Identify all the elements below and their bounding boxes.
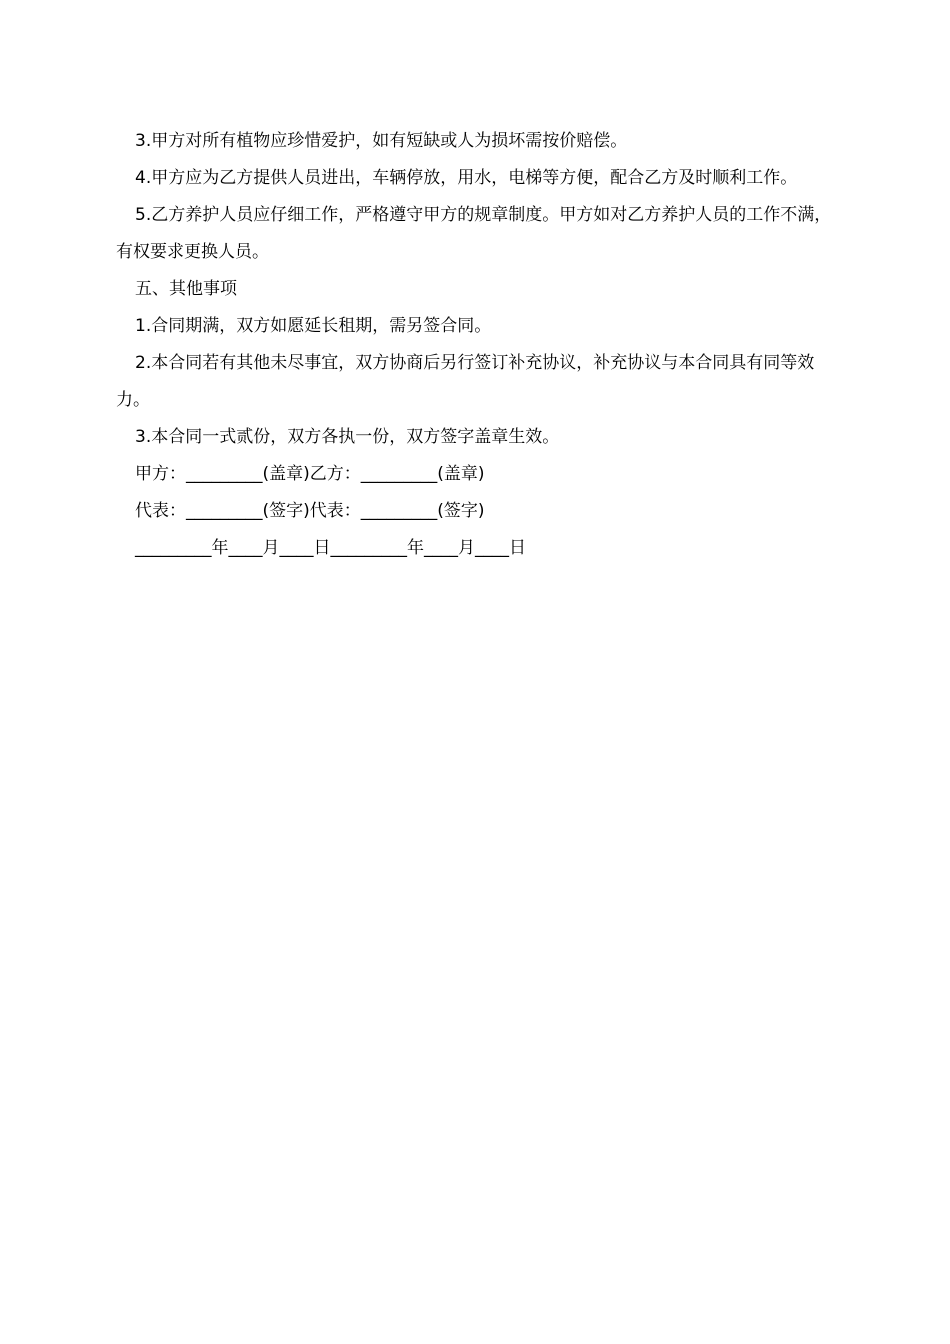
clause-4-access-support: 4.甲方应为乙方提供人员进出，车辆停放，用水，电梯等方便，配合乙方及时顺利工作。 [135, 168, 798, 188]
clause-5-staff-conduct: 5.乙方养护人员应仔细工作，严格遵守甲方的规章制度。甲方如对乙方养护人员的工作不满，有权要求更换人员。 [116, 205, 832, 262]
section-heading-other-matters: 五、其他事项 [135, 279, 237, 299]
other-clause-3-copies: 3.本合同一式贰份，双方各执一份，双方签字盖章生效。 [135, 427, 560, 447]
other-clause-1-renewal: 1.合同期满，双方如愿延长租期，需另签合同。 [135, 316, 492, 336]
signature-representative-line: 代表：_________(签字)代表：_________(签字) [135, 501, 485, 521]
other-clause-2-supplement: 2.本合同若有其他未尽事宜，双方协商后另行签订补充协议，补充协议与本合同具有同等效力。 [116, 353, 815, 410]
document-body [116, 123, 836, 567]
clause-3-plant-care: 3.甲方对所有植物应珍惜爱护，如有短缺或人为损坏需按价赔偿。 [135, 131, 628, 151]
signature-party-line: 甲方：_________(盖章)乙方：_________(盖章) [135, 464, 485, 484]
signature-date-line: _________年____月____日_________年____月____日 [135, 538, 526, 558]
